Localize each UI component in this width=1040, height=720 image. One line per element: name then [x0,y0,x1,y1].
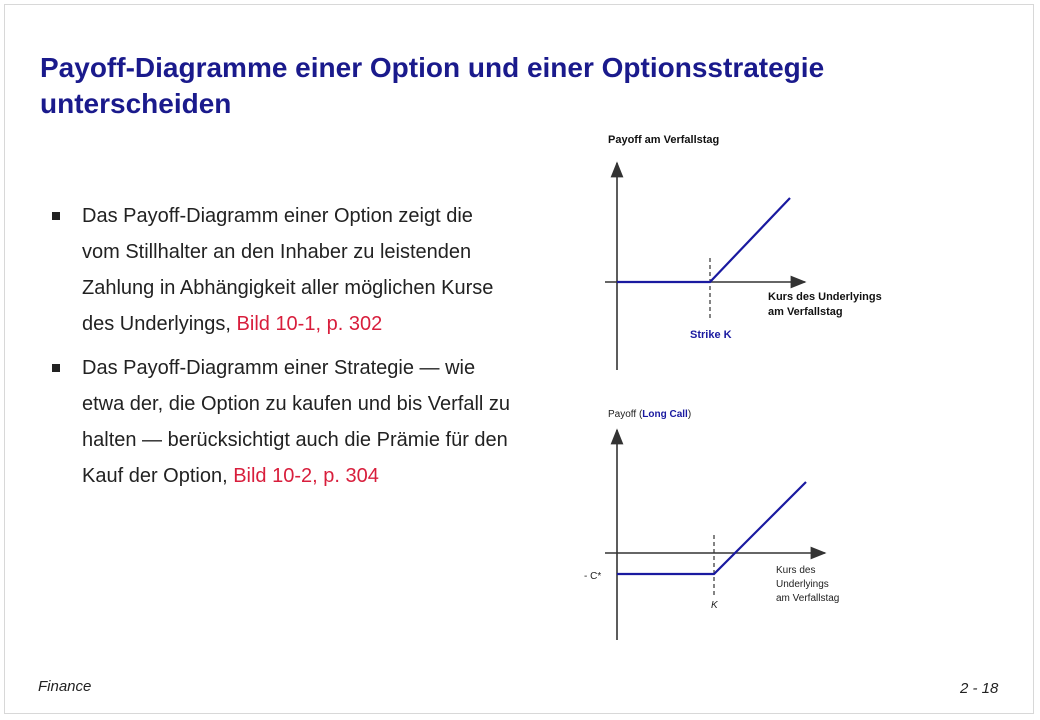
payoff-line [617,198,790,282]
footer-page-number: 2 - 18 [960,680,999,697]
x-axis-label-line2: Underlyings [776,579,829,590]
strike-label: Strike K [690,329,732,341]
payoff-diagram-long-call [560,400,960,650]
figure-reference: Bild 10-2, p. 304 [233,465,379,487]
y-axis-label: Payoff (Long Call) [608,409,692,420]
footer-course-name: Finance [38,678,92,695]
bullet-item [52,350,512,494]
payoff-diagram-option [560,125,960,375]
x-axis-label-line1: Kurs des Underlyings [768,291,882,303]
slide-title: Payoff-Diagramme einer Option und einer Optionsstrategie unterscheiden [40,52,825,119]
premium-label: - C* [584,571,602,582]
bullet-marker [52,364,60,372]
figure-reference: Bild 10-1, p. 302 [236,313,383,335]
bullet-text: Das Payoff-Diagramm einer Strategie — wie etwa der, die Option zu kaufen und bis Verfall zu halten — berücksichtigt auch die Prämie für den Kauf der Option, [82,357,511,487]
x-axis-label-line3: am Verfallstag [776,593,840,604]
x-axis-label-line1: Kurs des [776,565,816,576]
bullet-text: Das Payoff-Diagramm einer Option zeigt die vom Stillhalter an den Inhaber zu leistenden Zahlung in Abhängigkeit aller möglichen Kurse des Underlyings, [82,205,494,335]
bullet-marker [52,212,60,220]
strike-label: K [711,600,718,611]
bullet-item [52,198,512,342]
payoff-line [617,482,806,574]
x-axis-label-line2: am Verfallstag [768,306,843,318]
y-axis-label: Payoff am Verfallstag [608,134,720,146]
bullet-list [52,198,512,502]
